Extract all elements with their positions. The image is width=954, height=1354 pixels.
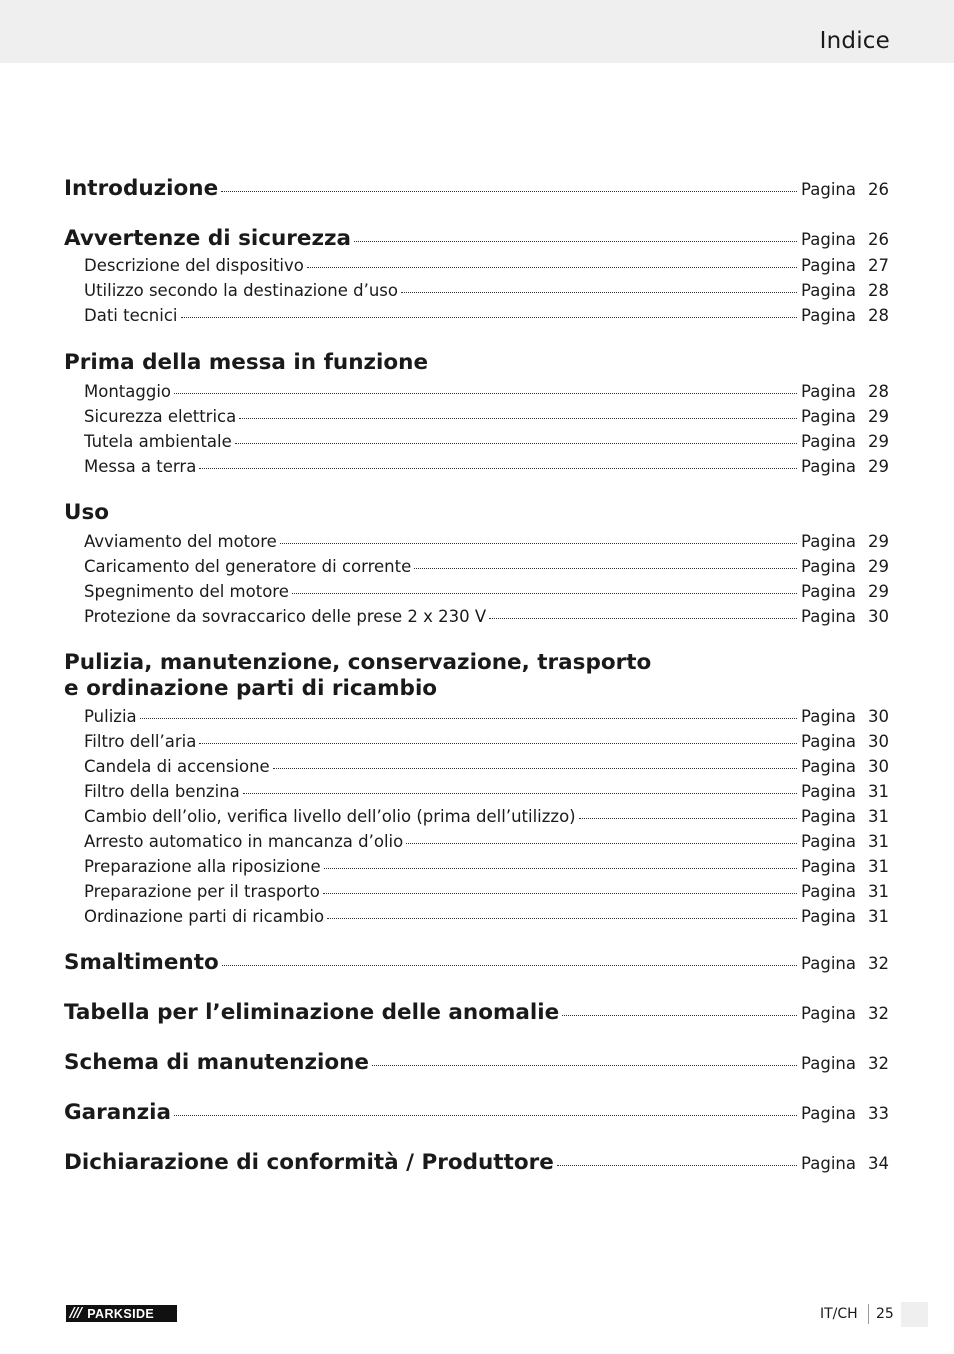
toc-page-number: 27	[868, 256, 889, 275]
toc-entry[interactable]	[64, 279, 889, 300]
toc-entry-label: Dichiarazione di conformità / Produttore	[64, 1150, 554, 1175]
toc-dot-leader	[222, 949, 797, 966]
toc-page-word: Pagina	[801, 782, 856, 801]
toc-entry[interactable]	[64, 855, 889, 876]
toc-page-number: 28	[868, 382, 889, 401]
toc-page-number: 32	[868, 1054, 889, 1073]
toc-page-word: Pagina	[801, 1054, 856, 1073]
toc-page-number: 30	[868, 707, 889, 726]
toc-entry[interactable]	[64, 530, 889, 551]
toc-page-word: Pagina	[801, 1154, 856, 1173]
toc-entry-label: Preparazione per il trasporto	[84, 882, 320, 901]
toc-section-title	[64, 650, 889, 702]
brand-logo-slashes: ///	[70, 1306, 82, 1321]
toc-dot-leader	[354, 225, 797, 242]
page-title: Indice	[819, 28, 890, 54]
toc-heading-entry[interactable]	[64, 1000, 889, 1025]
toc-entry-label: Schema di manutenzione	[64, 1050, 369, 1075]
toc-entry-label: Smaltimento	[64, 950, 219, 975]
toc-entry-label: Filtro della benzina	[84, 782, 240, 801]
toc-page-word: Pagina	[801, 306, 856, 325]
toc-entry[interactable]	[64, 430, 889, 451]
toc-entry[interactable]	[64, 304, 889, 325]
toc-dot-leader	[489, 602, 797, 619]
toc-entry[interactable]	[64, 830, 889, 851]
toc-page-word: Pagina	[801, 757, 856, 776]
toc-section-title	[64, 500, 889, 526]
toc-dot-leader	[280, 527, 797, 544]
toc-entry[interactable]	[64, 780, 889, 801]
toc-page-number: 29	[868, 432, 889, 451]
toc-entry-label: Arresto automatico in mancanza d’olio	[84, 832, 404, 851]
toc-entry[interactable]	[64, 405, 889, 426]
toc-page-word: Pagina	[801, 907, 856, 926]
toc-page-word: Pagina	[801, 1004, 856, 1023]
toc-dot-leader	[199, 452, 797, 469]
toc-entry-label: Candela di accensione	[84, 757, 270, 776]
toc-section-title-line: e ordinazione parti di ricambio	[64, 676, 438, 701]
toc-page-number: 26	[868, 230, 889, 249]
toc-entry[interactable]	[64, 580, 889, 601]
toc-page-number: 30	[868, 607, 889, 626]
brand-logo-text: PARKSIDE	[87, 1306, 155, 1321]
toc-page-word: Pagina	[801, 1104, 856, 1123]
toc-entry[interactable]	[64, 254, 889, 275]
toc-page-number: 30	[868, 757, 889, 776]
toc-dot-leader	[239, 402, 797, 419]
toc-page-number: 29	[868, 557, 889, 576]
language-code: IT/CH	[820, 1306, 858, 1322]
toc-dot-leader	[235, 427, 797, 444]
toc-page-number: 31	[868, 907, 889, 926]
toc-dot-leader	[174, 1099, 797, 1116]
toc-page-word: Pagina	[801, 532, 856, 551]
toc-page-number: 32	[868, 954, 889, 973]
toc-heading-entry[interactable]	[64, 1050, 889, 1075]
toc-entry-label: Dati tecnici	[84, 306, 178, 325]
toc-dot-leader	[140, 702, 797, 719]
toc-dot-leader	[323, 877, 797, 894]
toc-dot-leader	[174, 377, 797, 394]
toc-dot-leader	[401, 276, 797, 293]
toc-entry-label: Avvertenze di sicurezza	[64, 226, 352, 251]
toc-section-title-line: Prima della messa in funzione	[64, 350, 429, 375]
toc-section-title	[64, 350, 889, 376]
toc-page-number: 29	[868, 457, 889, 476]
toc-page-word: Pagina	[801, 432, 856, 451]
toc-dot-leader	[557, 1149, 797, 1166]
toc-dot-leader	[372, 1049, 797, 1066]
toc-entry[interactable]	[64, 555, 889, 576]
toc-entry-label: Sicurezza elettrica	[84, 407, 237, 426]
footer-page-box	[901, 1302, 928, 1327]
toc-entry[interactable]	[64, 605, 889, 626]
toc-dot-leader	[562, 999, 797, 1016]
toc-page-number: 31	[868, 857, 889, 876]
toc-page-word: Pagina	[801, 457, 856, 476]
toc-entry-label: Utilizzo secondo la destinazione d’uso	[84, 281, 398, 300]
toc-entry[interactable]	[64, 455, 889, 476]
toc-entry-label: Spegnimento del motore	[84, 582, 289, 601]
toc-dot-leader	[292, 577, 797, 594]
toc-page-number: 31	[868, 782, 889, 801]
toc-page-number: 28	[868, 281, 889, 300]
toc-dot-leader	[199, 727, 797, 744]
toc-page-word: Pagina	[801, 407, 856, 426]
toc-entry-label: Cambio dell’olio, verifica livello dell’olio (prima dell’utilizzo)	[84, 807, 576, 826]
toc-page-number: 31	[868, 807, 889, 826]
toc-entry-label: Avviamento del motore	[84, 532, 277, 551]
toc-page-number: 26	[868, 180, 889, 199]
toc-entry-label: Tabella per l’eliminazione delle anomalie	[64, 1000, 560, 1025]
toc-page-number: 29	[868, 532, 889, 551]
toc-page-number: 30	[868, 732, 889, 751]
toc-page-number: 32	[868, 1004, 889, 1023]
toc-page-number: 34	[868, 1154, 889, 1173]
toc-page-number: 29	[868, 582, 889, 601]
toc-entry-label: Messa a terra	[84, 457, 197, 476]
toc-heading-entry[interactable]	[64, 226, 889, 251]
toc-page-word: Pagina	[801, 954, 856, 973]
toc-page-word: Pagina	[801, 557, 856, 576]
toc-page-number: 31	[868, 832, 889, 851]
toc-page-word: Pagina	[801, 832, 856, 851]
page-number: 25	[876, 1306, 894, 1322]
brand-logo	[66, 1305, 177, 1322]
toc-entry-label: Filtro dell’aria	[84, 732, 197, 751]
footer-divider	[868, 1304, 869, 1324]
toc-entry-label: Preparazione alla riposizione	[84, 857, 321, 876]
toc-page-number: 33	[868, 1104, 889, 1123]
toc-page-word: Pagina	[801, 382, 856, 401]
toc-page-word: Pagina	[801, 882, 856, 901]
toc-dot-leader	[307, 251, 797, 268]
toc-heading-entry[interactable]	[64, 176, 889, 201]
toc-page-word: Pagina	[801, 256, 856, 275]
toc-page-word: Pagina	[801, 707, 856, 726]
toc-entry[interactable]	[64, 380, 889, 401]
toc-dot-leader	[273, 752, 797, 769]
header-band	[0, 0, 954, 63]
toc-entry-label: Garanzia	[64, 1100, 171, 1125]
toc-dot-leader	[324, 852, 797, 869]
toc-entry-label: Descrizione del dispositivo	[84, 256, 304, 275]
toc-dot-leader	[414, 552, 797, 569]
toc-dot-leader	[327, 902, 797, 919]
toc-dot-leader	[243, 777, 797, 794]
toc-entry-label: Montaggio	[84, 382, 171, 401]
toc-entry[interactable]	[64, 805, 889, 826]
toc-page-word: Pagina	[801, 582, 856, 601]
toc-page-word: Pagina	[801, 607, 856, 626]
toc-section-title-line: Uso	[64, 500, 110, 525]
toc-entry-label: Protezione da sovraccarico delle prese 2 x 230 V	[84, 607, 487, 626]
toc-section-title-line: Pulizia, manutenzione, conservazione, trasporto	[64, 650, 652, 675]
toc-dot-leader	[221, 175, 797, 192]
toc-entry-label: Introduzione	[64, 176, 219, 201]
toc-dot-leader	[406, 827, 797, 844]
toc-entry-label: Tutela ambientale	[84, 432, 232, 451]
toc-page-number: 28	[868, 306, 889, 325]
toc-entry[interactable]	[64, 880, 889, 901]
toc-page-word: Pagina	[801, 281, 856, 300]
toc-entry[interactable]	[64, 905, 889, 926]
toc-page-word: Pagina	[801, 180, 856, 199]
toc-dot-leader	[181, 301, 798, 318]
toc-entry-label: Caricamento del generatore di corrente	[84, 557, 412, 576]
toc-page-number: 29	[868, 407, 889, 426]
toc-entry-label: Pulizia	[84, 707, 137, 726]
toc-entry-label: Ordinazione parti di ricambio	[84, 907, 325, 926]
toc-page-word: Pagina	[801, 732, 856, 751]
toc-page-word: Pagina	[801, 857, 856, 876]
toc-page-word: Pagina	[801, 807, 856, 826]
toc-entry[interactable]	[64, 705, 889, 726]
toc-heading-entry[interactable]	[64, 950, 889, 975]
toc-heading-entry[interactable]	[64, 1100, 889, 1125]
toc-page-word: Pagina	[801, 230, 856, 249]
toc-page-number: 31	[868, 882, 889, 901]
toc-heading-entry[interactable]	[64, 1150, 889, 1175]
toc-entry[interactable]	[64, 730, 889, 751]
toc-dot-leader	[579, 802, 797, 819]
toc-entry[interactable]	[64, 755, 889, 776]
